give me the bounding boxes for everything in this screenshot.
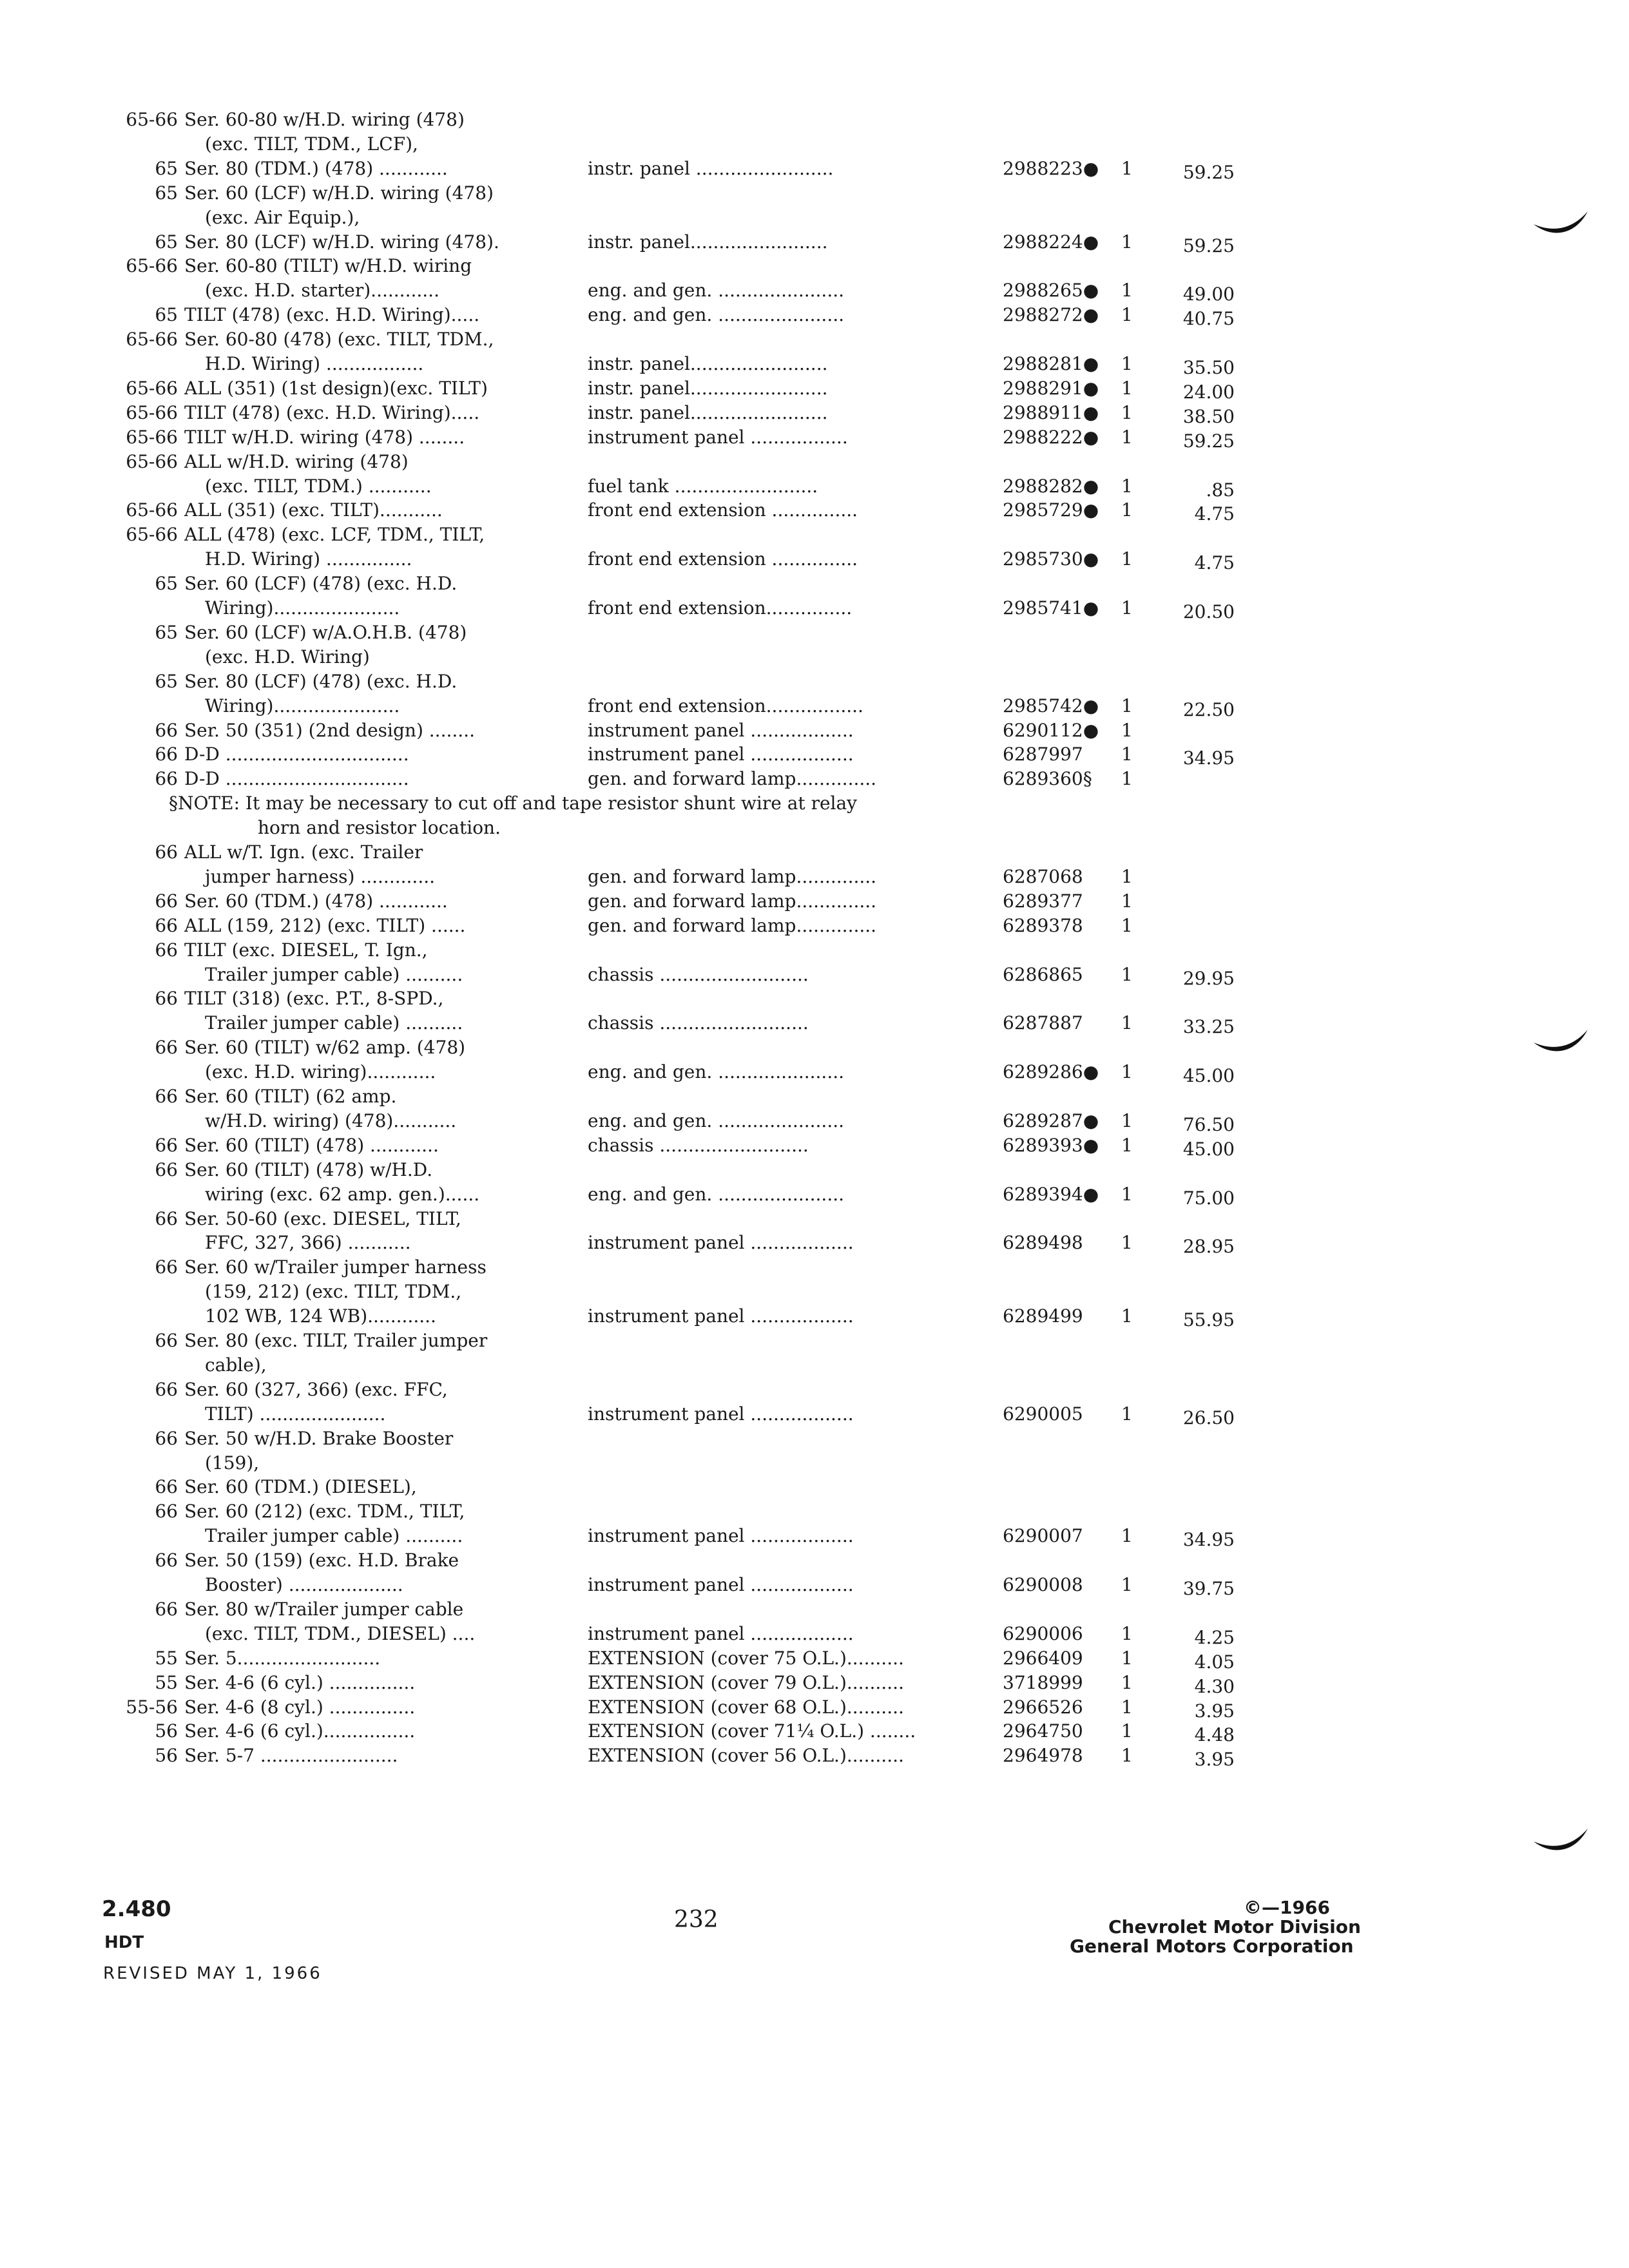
description-cell: wiring (exc. 62 amp. gen.)...... xyxy=(205,1183,480,1205)
price-cell: 4.05 xyxy=(1194,1651,1235,1673)
description-cell: (159), xyxy=(205,1452,260,1474)
year-cell: 65 xyxy=(155,670,178,692)
description-cell: Wiring)...................... xyxy=(205,695,400,716)
description-cell: Ser. 50 (351) (2nd design) ........ xyxy=(184,719,475,741)
quantity-cell: 1 xyxy=(1121,426,1133,448)
price-cell: 3.95 xyxy=(1194,1749,1235,1771)
price-cell: 22.50 xyxy=(1182,698,1235,720)
quantity-cell: 1 xyxy=(1121,1696,1133,1718)
price-cell: 59.25 xyxy=(1182,161,1235,183)
description-cell: TILT (478) (exc. H.D. Wiring)..... xyxy=(184,304,480,326)
price-cell: 76.50 xyxy=(1182,1113,1235,1135)
year-cell: 66 xyxy=(155,1476,178,1498)
location-cell: gen. and forward lamp.............. xyxy=(588,914,877,936)
quantity-cell: 1 xyxy=(1121,353,1133,374)
description-cell: TILT (exc. DIESEL, T. Ign., xyxy=(184,939,428,961)
quantity-cell: 1 xyxy=(1121,1134,1133,1156)
quantity-cell: 1 xyxy=(1121,1720,1133,1742)
year-cell: 65 xyxy=(155,573,178,595)
price-cell: 34.95 xyxy=(1182,747,1235,769)
hdt-label: HDT xyxy=(104,1933,144,1952)
part-number-cell: 6286865 xyxy=(1003,963,1083,985)
location-cell: instr. panel........................ xyxy=(588,231,828,253)
year-cell: 65 xyxy=(155,304,178,326)
year-cell: 66 xyxy=(155,841,178,863)
quantity-cell: 1 xyxy=(1121,719,1133,741)
description-cell: Ser. 60 (TILT) w/62 amp. (478) xyxy=(184,1037,466,1059)
description-cell: Ser. 60 (LCF) (478) (exc. H.D. xyxy=(184,573,458,595)
year-cell: 66 xyxy=(155,914,178,936)
part-number-cell: 2988265● xyxy=(1003,280,1099,302)
description-cell: (exc. H.D. Wiring) xyxy=(205,646,370,668)
year-cell: 66 xyxy=(155,890,178,912)
copyright-year: ©—1966 xyxy=(1244,1897,1330,1918)
price-cell: 24.00 xyxy=(1182,381,1235,403)
quantity-cell: 1 xyxy=(1121,1061,1133,1083)
year-cell: 66 xyxy=(155,988,178,1010)
quantity-cell: 1 xyxy=(1121,157,1133,179)
price-cell: 39.75 xyxy=(1182,1578,1235,1599)
location-cell: front end extension ............... xyxy=(588,499,858,521)
quantity-cell: 1 xyxy=(1121,475,1133,497)
description-cell: (exc. TILT, TDM., DIESEL) .... xyxy=(205,1622,476,1644)
description-cell: (exc. TILT, TDM.) ........... xyxy=(205,475,432,497)
quantity-cell: 1 xyxy=(1121,1183,1133,1205)
location-cell: EXTENSION (cover 56 O.L.).......... xyxy=(588,1745,904,1767)
description-cell: ALL (159, 212) (exc. TILT) ...... xyxy=(184,914,466,936)
description-cell: D-D ................................ xyxy=(184,768,409,790)
year-cell: 55 xyxy=(155,1671,178,1693)
section-number: 2.480 xyxy=(102,1896,171,1922)
quantity-cell: 1 xyxy=(1121,1671,1133,1693)
price-cell: 49.00 xyxy=(1182,284,1235,305)
description-cell: TILT (318) (exc. P.T., 8-SPD., xyxy=(184,988,444,1010)
price-cell: 33.25 xyxy=(1182,1016,1235,1038)
price-cell: 45.00 xyxy=(1182,1065,1235,1087)
year-cell: 65-66 xyxy=(126,450,178,472)
description-cell: Ser. 60 (327, 366) (exc. FFC, xyxy=(184,1378,448,1400)
part-number-cell: 6289377 xyxy=(1003,890,1083,912)
price-cell: 3.95 xyxy=(1194,1700,1235,1722)
description-cell: (exc. H.D. wiring)............ xyxy=(205,1061,436,1083)
price-cell: 35.50 xyxy=(1182,357,1235,378)
description-cell: Ser. 60-80 w/H.D. wiring (478) xyxy=(184,109,465,130)
year-cell: 66 xyxy=(155,1134,178,1156)
description-cell: Ser. 60 (TDM.) (DIESEL), xyxy=(184,1476,417,1498)
quantity-cell: 1 xyxy=(1121,768,1133,790)
description-cell: Ser. 80 (TDM.) (478) ............ xyxy=(184,157,448,179)
location-cell: instrument panel .................. xyxy=(588,1403,854,1425)
year-cell: 65-66 xyxy=(126,499,178,521)
part-number-cell: 6290006 xyxy=(1003,1622,1083,1644)
part-number-cell: 2988224● xyxy=(1003,231,1099,253)
description-cell: Ser. 80 (LCF) (478) (exc. H.D. xyxy=(184,670,458,692)
description-cell: 102 WB, 124 WB)............ xyxy=(205,1305,436,1327)
price-cell: 55.95 xyxy=(1182,1309,1235,1331)
year-cell: 65-66 xyxy=(126,109,178,130)
margin-mark xyxy=(1532,1028,1590,1061)
year-cell: 66 xyxy=(155,768,178,790)
part-number-cell: 2988222● xyxy=(1003,426,1099,448)
margin-mark xyxy=(1532,1827,1590,1860)
price-cell: 34.95 xyxy=(1182,1529,1235,1551)
year-cell: 55 xyxy=(155,1647,178,1669)
description-cell: Ser. 4-6 (6 cyl.)................ xyxy=(184,1720,416,1742)
location-cell: gen. and forward lamp.............. xyxy=(588,865,877,887)
price-cell: 38.50 xyxy=(1182,405,1235,427)
quantity-cell: 1 xyxy=(1121,1525,1133,1547)
price-cell: 59.25 xyxy=(1182,235,1235,256)
quantity-cell: 1 xyxy=(1121,914,1133,936)
year-cell: 65-66 xyxy=(126,329,178,351)
part-number-cell: 2966526 xyxy=(1003,1696,1083,1718)
location-cell: eng. and gen. ...................... xyxy=(588,1183,845,1205)
part-number-cell: 6287068 xyxy=(1003,865,1083,887)
description-cell: H.D. Wiring) ................. xyxy=(205,353,424,374)
part-number-cell: 2988291● xyxy=(1003,377,1099,399)
year-cell: 66 xyxy=(155,1037,178,1059)
note-text: §NOTE: It may be necessary to cut off and tape resistor shunt wire at relay xyxy=(169,793,857,814)
description-cell: Ser. 5......................... xyxy=(184,1647,381,1669)
description-cell: H.D. Wiring) ............... xyxy=(205,548,412,570)
year-cell: 65-66 xyxy=(126,524,178,546)
description-cell: Ser. 60 (TDM.) (478) ............ xyxy=(184,890,448,912)
quantity-cell: 1 xyxy=(1121,548,1133,570)
location-cell: front end extension................. xyxy=(588,695,863,716)
location-cell: chassis .......................... xyxy=(588,1134,809,1156)
part-number-cell: 6290007 xyxy=(1003,1525,1083,1547)
description-cell: jumper harness) ............. xyxy=(205,865,436,887)
description-cell: Ser. 4-6 (6 cyl.) ............... xyxy=(184,1671,416,1693)
part-number-cell: 6289287● xyxy=(1003,1110,1099,1131)
location-cell: EXTENSION (cover 71¼ O.L.) ........ xyxy=(588,1720,916,1742)
year-cell: 66 xyxy=(155,1427,178,1449)
price-cell: .85 xyxy=(1206,479,1235,501)
location-cell: instrument panel .................. xyxy=(588,1305,854,1327)
location-cell: EXTENSION (cover 79 O.L.).......... xyxy=(588,1671,904,1693)
description-cell: Ser. 60 (TILT) (478) w/H.D. xyxy=(184,1158,433,1180)
price-cell: 4.30 xyxy=(1194,1675,1235,1697)
location-cell: eng. and gen. ...................... xyxy=(588,1061,845,1083)
description-cell: Ser. 50-60 (exc. DIESEL, TILT, xyxy=(184,1207,461,1229)
quantity-cell: 1 xyxy=(1121,1305,1133,1327)
description-cell: (exc. Air Equip.), xyxy=(205,206,360,228)
year-cell: 66 xyxy=(155,1501,178,1523)
description-cell: Ser. 60-80 (478) (exc. TILT, TDM., xyxy=(184,329,494,351)
quantity-cell: 1 xyxy=(1121,963,1133,985)
part-number-cell: 2988282● xyxy=(1003,475,1099,497)
year-cell: 65 xyxy=(155,621,178,643)
location-cell: front end extension ............... xyxy=(588,548,858,570)
location-cell: EXTENSION (cover 75 O.L.).......... xyxy=(588,1647,904,1669)
location-cell: instrument panel .................. xyxy=(588,1574,854,1595)
part-number-cell: 6289286● xyxy=(1003,1061,1099,1083)
description-cell: Ser. 60 w/Trailer jumper harness xyxy=(184,1256,487,1278)
year-cell: 66 xyxy=(155,1598,178,1620)
price-cell: 45.00 xyxy=(1182,1138,1235,1160)
year-cell: 65 xyxy=(155,182,178,204)
location-cell: instr. panel ........................ xyxy=(588,157,834,179)
quantity-cell: 1 xyxy=(1121,377,1133,399)
location-cell: eng. and gen. ...................... xyxy=(588,304,845,326)
description-cell: Ser. 50 (159) (exc. H.D. Brake xyxy=(184,1550,459,1571)
quantity-cell: 1 xyxy=(1121,1012,1133,1034)
description-cell: ALL (478) (exc. LCF, TDM., TILT, xyxy=(184,524,485,546)
quantity-cell: 1 xyxy=(1121,1110,1133,1131)
year-cell: 55-56 xyxy=(126,1696,178,1718)
location-cell: front end extension............... xyxy=(588,597,853,619)
description-cell: Ser. 80 (LCF) w/H.D. wiring (478). xyxy=(184,231,499,253)
description-cell: (exc. TILT, TDM., LCF), xyxy=(205,133,418,155)
description-cell: TILT (478) (exc. H.D. Wiring)..... xyxy=(184,401,480,423)
year-cell: 66 xyxy=(155,1158,178,1180)
description-cell: Trailer jumper cable) .......... xyxy=(205,1012,463,1034)
part-number-cell: 6290008 xyxy=(1003,1574,1083,1595)
description-cell: (159, 212) (exc. TILT, TDM., xyxy=(205,1281,462,1303)
quantity-cell: 1 xyxy=(1121,1745,1133,1767)
year-cell: 66 xyxy=(155,1378,178,1400)
description-cell: TILT w/H.D. wiring (478) ........ xyxy=(184,426,465,448)
year-cell: 66 xyxy=(155,1086,178,1107)
note-text: horn and resistor location. xyxy=(258,817,501,839)
quantity-cell: 1 xyxy=(1121,1403,1133,1425)
quantity-cell: 1 xyxy=(1121,695,1133,716)
description-cell: Ser. 50 w/H.D. Brake Booster xyxy=(184,1427,454,1449)
quantity-cell: 1 xyxy=(1121,304,1133,326)
quantity-cell: 1 xyxy=(1121,280,1133,302)
description-cell: Ser. 60 (212) (exc. TDM., TILT, xyxy=(184,1501,465,1523)
price-cell: 4.25 xyxy=(1194,1626,1235,1648)
description-cell: Ser. 5-7 ........................ xyxy=(184,1745,398,1767)
description-cell: ALL w/T. Ign. (exc. Trailer xyxy=(184,841,423,863)
part-number-cell: 6290112● xyxy=(1003,719,1099,741)
part-number-cell: 6289360§ xyxy=(1003,768,1092,790)
location-cell: chassis .......................... xyxy=(588,1012,809,1034)
description-cell: Ser. 60 (LCF) w/H.D. wiring (478) xyxy=(184,182,494,204)
description-cell: Ser. 4-6 (8 cyl.) ............... xyxy=(184,1696,416,1718)
part-number-cell: 6289394● xyxy=(1003,1183,1099,1205)
part-number-cell: 2988911● xyxy=(1003,401,1099,423)
quantity-cell: 1 xyxy=(1121,1232,1133,1254)
description-cell: (exc. H.D. starter)............ xyxy=(205,280,439,302)
price-cell: 29.95 xyxy=(1182,967,1235,989)
location-cell: chassis .......................... xyxy=(588,963,809,985)
year-cell: 56 xyxy=(155,1720,178,1742)
part-number-cell: 2985741● xyxy=(1003,597,1099,619)
part-number-cell: 2985742● xyxy=(1003,695,1099,716)
description-cell: TILT) ...................... xyxy=(205,1403,386,1425)
description-cell: w/H.D. wiring) (478)........... xyxy=(205,1110,457,1131)
quantity-cell: 1 xyxy=(1121,597,1133,619)
location-cell: instr. panel........................ xyxy=(588,401,828,423)
year-cell: 66 xyxy=(155,1207,178,1229)
part-number-cell: 6290005 xyxy=(1003,1403,1083,1425)
description-cell: D-D ................................ xyxy=(184,744,409,765)
year-cell: 66 xyxy=(155,939,178,961)
year-cell: 65-66 xyxy=(126,377,178,399)
description-cell: ALL (351) (exc. TILT)........... xyxy=(184,499,443,521)
description-cell: Ser. 80 w/Trailer jumper cable xyxy=(184,1598,464,1620)
part-number-cell: 2964750 xyxy=(1003,1720,1083,1742)
quantity-cell: 1 xyxy=(1121,1622,1133,1644)
location-cell: gen. and forward lamp.............. xyxy=(588,768,877,790)
description-cell: Ser. 60 (TILT) (62 amp. xyxy=(184,1086,397,1107)
part-number-cell: 2988272● xyxy=(1003,304,1099,326)
description-cell: Trailer jumper cable) .......... xyxy=(205,1525,463,1547)
quantity-cell: 1 xyxy=(1121,231,1133,253)
year-cell: 56 xyxy=(155,1745,178,1767)
quantity-cell: 1 xyxy=(1121,401,1133,423)
quantity-cell: 1 xyxy=(1121,1574,1133,1595)
year-cell: 65-66 xyxy=(126,255,178,277)
location-cell: fuel tank ......................... xyxy=(588,475,818,497)
description-cell: Wiring)...................... xyxy=(205,597,400,619)
part-number-cell: 3718999 xyxy=(1003,1671,1083,1693)
price-cell: 26.50 xyxy=(1182,1407,1235,1428)
part-number-cell: 6289393● xyxy=(1003,1134,1099,1156)
location-cell: instrument panel .................. xyxy=(588,1525,854,1547)
year-cell: 65 xyxy=(155,157,178,179)
location-cell: eng. and gen. ...................... xyxy=(588,280,845,302)
description-cell: Ser. 60 (LCF) w/A.O.H.B. (478) xyxy=(184,621,467,643)
description-cell: Ser. 60-80 (TILT) w/H.D. wiring xyxy=(184,255,472,277)
year-cell: 65 xyxy=(155,231,178,253)
part-number-cell: 6287997 xyxy=(1003,744,1083,765)
price-cell: 4.75 xyxy=(1194,552,1235,574)
part-number-cell: 2988281● xyxy=(1003,353,1099,374)
margin-mark xyxy=(1532,210,1590,242)
part-number-cell: 2985730● xyxy=(1003,548,1099,570)
year-cell: 65-66 xyxy=(126,426,178,448)
location-cell: eng. and gen. ...................... xyxy=(588,1110,845,1131)
location-cell: instr. panel........................ xyxy=(588,353,828,374)
price-cell: 40.75 xyxy=(1182,308,1235,330)
division-name: Chevrolet Motor Division xyxy=(1108,1916,1361,1937)
location-cell: gen. and forward lamp.............. xyxy=(588,890,877,912)
location-cell: instrument panel ................. xyxy=(588,426,848,448)
year-cell: 66 xyxy=(155,1256,178,1278)
price-cell: 4.48 xyxy=(1194,1724,1235,1746)
year-cell: 66 xyxy=(155,719,178,741)
description-cell: Trailer jumper cable) .......... xyxy=(205,963,463,985)
description-cell: FFC, 327, 366) ........... xyxy=(205,1232,411,1254)
part-number-cell: 6289499 xyxy=(1003,1305,1083,1327)
location-cell: instrument panel .................. xyxy=(588,1622,854,1644)
year-cell: 66 xyxy=(155,1330,178,1351)
price-cell: 4.75 xyxy=(1194,503,1235,525)
location-cell: EXTENSION (cover 68 O.L.).......... xyxy=(588,1696,904,1718)
page-number: 232 xyxy=(674,1907,718,1933)
quantity-cell: 1 xyxy=(1121,744,1133,765)
year-cell: 66 xyxy=(155,1550,178,1571)
price-cell: 59.25 xyxy=(1182,430,1235,452)
corporation-name: General Motors Corporation xyxy=(1070,1936,1354,1957)
price-cell: 20.50 xyxy=(1182,601,1235,622)
location-cell: instrument panel .................. xyxy=(588,744,854,765)
price-cell: 75.00 xyxy=(1182,1187,1235,1209)
year-cell: 66 xyxy=(155,744,178,765)
description-cell: ALL w/H.D. wiring (478) xyxy=(184,450,409,472)
revised-date: REVISED MAY 1, 1966 xyxy=(103,1964,322,1983)
quantity-cell: 1 xyxy=(1121,890,1133,912)
description-cell: ALL (351) (1st design)(exc. TILT) xyxy=(184,377,488,399)
description-cell: Booster) .................... xyxy=(205,1574,403,1595)
price-cell: 28.95 xyxy=(1182,1236,1235,1258)
year-cell: 65-66 xyxy=(126,401,178,423)
description-cell: Ser. 60 (TILT) (478) ............ xyxy=(184,1134,439,1156)
description-cell: Ser. 80 (exc. TILT, Trailer jumper xyxy=(184,1330,488,1351)
part-number-cell: 6287887 xyxy=(1003,1012,1083,1034)
location-cell: instrument panel .................. xyxy=(588,1232,854,1254)
part-number-cell: 2964978 xyxy=(1003,1745,1083,1767)
part-number-cell: 2988223● xyxy=(1003,157,1099,179)
part-number-cell: 2966409 xyxy=(1003,1647,1083,1669)
location-cell: instr. panel........................ xyxy=(588,377,828,399)
part-number-cell: 6289378 xyxy=(1003,914,1083,936)
location-cell: instrument panel .................. xyxy=(588,719,854,741)
quantity-cell: 1 xyxy=(1121,865,1133,887)
part-number-cell: 2985729● xyxy=(1003,499,1099,521)
description-cell: cable), xyxy=(205,1354,267,1376)
quantity-cell: 1 xyxy=(1121,499,1133,521)
quantity-cell: 1 xyxy=(1121,1647,1133,1669)
part-number-cell: 6289498 xyxy=(1003,1232,1083,1254)
